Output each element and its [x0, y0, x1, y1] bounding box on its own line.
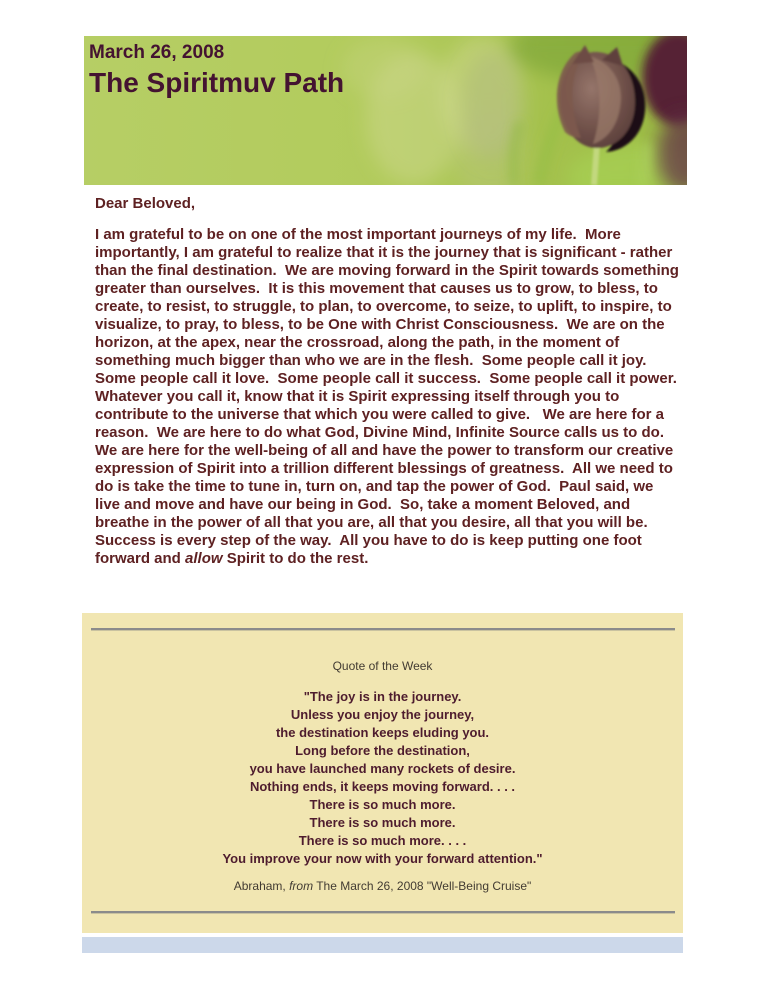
letter-text-before-italic: I am grateful to be on one of the most important journeys of my life. More importantly, I am grateful to realize that it is the journey that is significant - rather than the final destination. We are moving forward in the Spirit towards something greater than ourselves. It is this movement that causes us to grow, to bless, to create, to resist, to struggle, to plan, to overcome, to seize, to uplift, to inspire, to visualize, to pray, to bless, to be One with Christ Consciousness. We are on the horizon, at the apex, near the crossroad, along the path, in the moment of something much bigger than who we are in the flesh. Some people call it joy. Some people call it love. Some people call it success. Some people call it power. Whatever you call it, know that it is Spirit expressing itself through you to contribute to the universe that which you were called to give. We are here for a reason. We are here to do what God, Divine Mind, Infinite Source calls us to do. We are here for the well-being of all and have the power to transform our creative expression of Spirit into a trillion different blessings of greatness. All we need to do is take the time to tune in, turn on, and tap the power of God. Paul said, we live and move and have our being in God. So, take a moment Beloved, and breathe in the power of all that you are, all that you desire, all that you will be. Success is every step of the way. All you have to do is keep putting one foot forward and	[95, 226, 686, 567]
divider-top	[91, 628, 675, 631]
newsletter-title: The Spiritmuv Path	[89, 67, 345, 98]
quote-line: you have launched many rockets of desire.	[249, 761, 516, 776]
attribution-prefix: Abraham,	[233, 879, 290, 893]
quote-heading: Quote of the Week	[332, 659, 433, 673]
newsletter-header	[84, 36, 687, 185]
quote-line: There is so much more.	[309, 797, 456, 812]
attribution-suffix: The March 26, 2008 "Well-Being Cruise"	[313, 879, 532, 893]
quote-line: Unless you enjoy the journey,	[290, 707, 475, 722]
quote-line: "The joy is in the journey.	[303, 689, 462, 704]
salutation: Dear Beloved,	[95, 195, 196, 212]
divider-bottom	[91, 911, 675, 914]
letter-italic-word: allow	[185, 550, 223, 567]
attribution-italic-word: from	[289, 879, 314, 893]
quote-section	[82, 613, 683, 933]
quote-text	[82, 688, 683, 868]
quote-line: Long before the destination,	[295, 743, 470, 758]
letter-text-after-italic: Spirit to do the rest.	[222, 550, 369, 567]
quote-line: You improve your now with your forward attention."	[222, 851, 543, 866]
quote-line: There is so much more. . . .	[298, 833, 467, 848]
quote-line: the destination keeps eluding you.	[275, 725, 490, 740]
letter-paragraph	[95, 226, 686, 568]
quote-line: Nothing ends, it keeps moving forward. . . .	[249, 779, 516, 794]
banner-text	[89, 41, 344, 100]
newsletter-date: March 26, 2008	[89, 42, 225, 63]
footer-bar	[82, 937, 683, 953]
quote-line: There is so much more.	[309, 815, 456, 830]
quote-attribution	[82, 879, 683, 893]
